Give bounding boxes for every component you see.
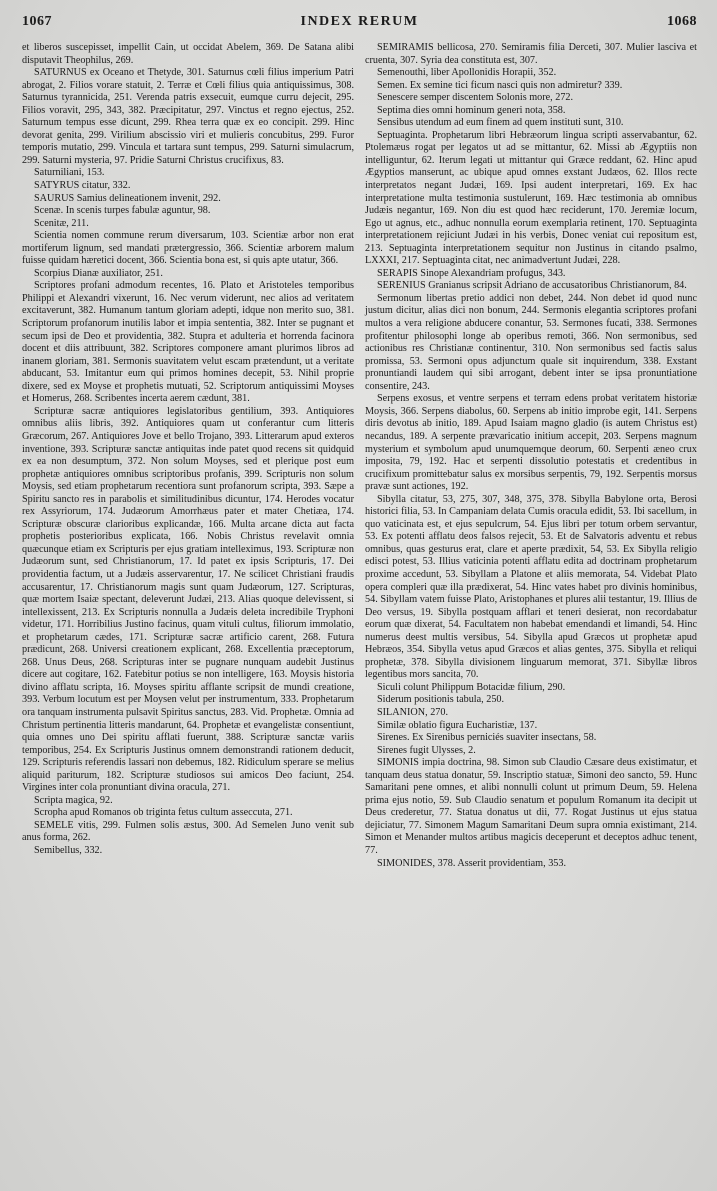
index-entry: Sermonum libertas pretio addici non debet, 244. Non debet id quod nunc justum dicitur, alias dici non bonum, 244. Sermonis elegantia scriptores profani multos a vera religione abducere conantur, 53. Sermones fucati, 338. Sermones profitentur philosophi longe ab operibus remoti, 366. Non sermonibus, sed actionibus res Christianæ continentur, 310. Non sermonibus sed factis salus promissa, 53. Sermoni opus adjunctum quale sit inquirendum, 338. Exstant pronuntiandi laudem qui sibi arrogant, debent inter se ipsa pronuntiatione consentire, 243. [365, 292, 697, 392]
index-entry: et liberos suscepisset, impellit Cain, ut occidat Abelem, 369. De Satana alibi disputavit Theophilus, 269. [22, 42, 354, 66]
index-entry: Scientia nomen commune rerum diversarum, 103. Scientiæ arbor non erat mortiferum lignum, sed mandati prætergressio, 366. Scientiæ arborem malum fuisse quidam hæretici docent, 366. Scientia bona est, si quis apte utatur, 366. [22, 230, 354, 267]
index-entry: SILANION, 270. [377, 706, 449, 718]
index-entry: Similæ oblatio figura Eucharistiæ, 137. [377, 719, 538, 731]
index-entry: Saturniliani, 153. [34, 167, 105, 179]
index-entry: Scenæ. In scenis turpes fabulæ aguntur, 98. [34, 205, 211, 217]
two-column-body [22, 42, 697, 870]
index-entry: Scenitæ, 211. [34, 217, 89, 229]
index-entry: SERENIUS Granianus scripsit Adriano de accusatoribus Christianorum, 84. [377, 280, 687, 292]
index-entry: Siculi colunt Philippum Botacidæ filium, 290. [377, 681, 566, 693]
index-entry: Sensibus utendum ad eum finem ad quem instituti sunt, 310. [377, 117, 624, 129]
left-column [22, 42, 354, 870]
index-entry: Sirenes fugit Ulysses, 2. [377, 744, 476, 756]
index-entry: Sibylla citatur, 53, 275, 307, 348, 375, 378. Sibylla Babylone orta, Berosi historici filia, 53. In Campaniam delata Cumis oracula edidit, 53. Ibi sacellum, in quo vaticinata est, et ejus sepulcrum, 54. Ejus libri per totum orbem servantur, 53. Ex potenti afflatu deos falsos rejecit, 53. Et de Salvatoris adventu et rebus omnibus, quas gesturus erat, clare et aperte prædixit, 54, 53. Ex Sibylla religio edisci potest, 53. Illius vaticinia potenti afflatu edita ad doctrinam prophetarum proxime accedunt, 53. Sibyllam a Platone et aliis memorata, 54. Videbat Plato opera compleri quæ illa prædixerat, 54. Hinc vates habet pro divinis hominibus, 54. Sibyllam vatem fuisse Plato, Aristophanes et plures alii testantur, 19. Illius de Deo versus, 19. Sibylla postquam afflari et teneri desierat, non recordabatur eorum quæ dixerat, 54. Facultatem non habebat emendandi et limandi, 54. Hinc numerus deest multis versibus, 54. Sibylla apud Græcos ut prophetæ apud Hebræos, 354. Sibylla vetus apud Græcos et alias gentes, 375. Sibylla et reliqui prophetæ, 378. Sibylla divisionem linguarum memorat, 371. Sibyllæ libros legentibus mors sancita, 70. [365, 493, 697, 681]
index-entry: Scripta magica, 92. [34, 794, 113, 806]
right-page-number: 1068 [667, 14, 697, 29]
page-title: INDEX RERUM [300, 14, 419, 29]
index-entry: SATYRUS citatur, 332. [34, 180, 131, 192]
running-header [22, 14, 697, 40]
index-entry: Serpens exosus, et ventre serpens et terram edens probat veritatem historiæ Moysis, 366. Serpens diabolus, 60. Serpens ab initio improbe egit, 141. Serpens diris devotus ab initio, 189. Apud Isaiam magno gladio (is autem Christus est) necandus, 189. A serpente prævaricatio initium accepit, 203. Serpens magnum mysterium et symbolum apud unumquemque deorum, 60. Serpenti æneo crux imposita, 79, 192. Hac et serpenti dissolutio potestatis et credentibus in crucifixum promittebatur salus ex morsibus serpentis, 79, 192. Serpentis morsus pravæ sunt actiones, 192. [365, 393, 697, 493]
index-entry: Septuaginta. Prophetarum libri Hebræorum lingua scripti asservabantur, 62. Ptolemæus rogat per legatos ut ad se mittantur, 62. Missi ab Ægyptiis non intelliguntur, 62. Iterum legati ut mittantur qui Græce reddant, 62. Hinc apud Ægyptios manserunt, ac ubique apud omnes exstant Judæos, 62. Illos recte interpretatos negant Judæi, 169. Ipsi audent interpretari, 169. Ex hac interpretatione multa testimonia sustulerunt, 169. Hæc testimonia ab omnibus Judæis negantur, 169. Non diu est quod hæc reciderunt, 170. Jeremiæ locum, Ego ut agnus, etc., adhuc nonnulla eorum exemplaria retinent, 170. Septuaginta interpretationem rejiciunt Judæi in his verbis, Donec veniat cui repositum est, 213. Septuaginta interpretationem sequitur non Justinus in citando psalmo, LXXXI, 217. Septuaginta citat, nec animadvertunt Judæi, 228. [365, 129, 697, 267]
index-entry: Senescere semper discentem Solonis more, 272. [377, 92, 574, 104]
index-entry: Sirenes. Ex Sirenibus perniciés suaviter insectans, 58. [377, 732, 597, 744]
index-entry: Semenouthi, liber Apollonidis Horapii, 352. [377, 67, 557, 79]
right-column [365, 42, 697, 870]
index-entry: Semibellus, 332. [34, 845, 103, 856]
index-entry: SIMONIDES, 378. Asserit providentiam, 353. [377, 857, 567, 869]
index-entry: SATURNUS ex Oceano et Thetyde, 301. Saturnus cœli filius imperium Patri abrogat, 2. Filios vorare statuit, 2. Terræ et Cœli filius quia antiquissimus, 308. Saturnus tyrannicida, 251. Verenda patris exsecuit, eumque curru dejecit, 295. Filios voravit, 295, 343, 382. Præcipitatur, 297. Vinctus et regno ejectus, 252. Saturnum tempus esse dicunt, 299. Rhea terra quæ ex eo concipit. 299. Hinc devorat genita, 299. Virilium abscissio viri et mulieris concubitus, 299. Furor temporis mutatio, 299. Vincula et tartara sunt tempus, 299. Saturni simulacrum, 299. Saturni mysteria, 97. Pridie Saturni Christus crucifixus, 83. [22, 67, 354, 166]
left-page-number: 1067 [22, 14, 52, 29]
index-entry: SEMELE vitis, 299. Fulmen solis æstus, 300. Ad Semelen Juno venit sub anus forma, 262. [22, 819, 354, 844]
index-entry: SAURUS Samius delineationem invenit, 292. [34, 192, 221, 204]
index-entry: SEMIRAMIS bellicosa, 270. Semiramis filia Derceti, 307. Mulier lasciva et cruenta, 307. Syria dea constituta est, 307. [365, 42, 697, 66]
index-entry: Scriptores profani admodum recentes, 16. Plato et Aristoteles temporibus Philippi et Alexandri vixerunt, 16. Nec verum viderunt, nec alios ad veritatem excitaverunt, 382. Humanum tantum gloriam adepti, idque non merito suo, 381. Scriptorum profanorum inutilis labor et impia sententia, 382. Inter se pugnant et secum ipsi de Deo et providentia, 382. Stupra et adulteria et horrenda facinora docent et diis attribuunt, 382. Scriptores componere amant plurimos libros ad inanem gloriam, 381. Sermonis suavitatem velut escam prætendunt, ut a veritate abducant, 53. Imitantur eum qui primos homines decepit, 53. Nihil proprie dixere, sed ex Moyse et prophetis mutuati, 52. Scriptorum antiquissimi Moyses et Homerus, 268. Scribentes incerta aerem cædunt, 381. [22, 280, 354, 405]
index-entry: Siderum positionis tabula, 250. [377, 694, 505, 706]
index-entry: Semen. Ex semine tici ficum nasci quis non admiretur? 339. [377, 79, 623, 91]
index-entry: SERAPIS Sinope Alexandriam profugus, 343. [377, 267, 566, 279]
index-entry: Scripturæ sacræ antiquiores legislatoribus gentilium, 393. Antiquiores omnibus aliis libris, 392. Antiquiores quam ut conferantur cum litteris Græcorum, 267. Antiquiores Jove et bello Trojano, 393. Litterarum apud exteros inventione, 393. Scripturæ sanctæ antiquitas inde patet quod recens sit quidquid ex ea non desumptum, 372. Non solum Moyses, sed et plerique post eum prophetæ antiquiores omnibus scriptoribus profanis, 399. Scripturis non solum Moysis, sed etiam prophetarum recentiora sunt profanorum scripta, 393. Sæpe a Spiritu sancto res in parabolis et similitudinibus dicuntur, 174. Herodes vocatur rex Assyriorum, 174. Judæorum Amorrhæus pater et mater Chetiæa, 174. Scripturæ obscuræ clarioribus explicandæ, 166. Multa arcane dicta aut facta prophetis posterioribus explicata, 166. Nobis Christus revelavit omnia quæcunque etiam ex Scripturis per ejus gratiam intelleximus, 193. Scripturæ non Judæorum sunt, sed Christianorum, 17. Id patet ex ipsis Scripturis, 17. Dei providentia factum, ut a Judæis asservarentur, 17. Ne scilicet Christiani fraudis accusarentur, 17. Christianorum magis sunt quam Judæorum, 127. Scripturas, quæ mortem Isaiæ spectant, deleverunt Judæi, 213. Alias quoque delevissent, si intellexissent, 213. Ex Scripturis nonnulla a Judæis deleta incredibile Tryphoni videtur, 171. Horribilius Justino facinus, quam vituli cultus, filiorum immolatio, et prophetarum cædes, 171. Scripturæ sacræ artificio carent, 268. Futura prædicunt, 268. Universi creationem explicant, 268. Excellentia præceptorum, 268. Unus Deus, 268. Scripturas inter se pugnare nunquam audebit Justinus dicere aut cogitare, 162. Fatebitur potius se non intelligere, 163. Moysis historia divino afflatu scripta, 16. Moyses spiritu afflante scripsit de mundi creatione, 393. Verbum locutum est per Moysen velut per instrumentum, 333. Prophetarum ora tanquam instrumenta pulsavit Spiritus sanctus, 283. Vid. Prophetæ. Omnia ad Christum pertinentia litteris mandarunt, 64. Prophetæ et evangelistæ consentiunt, quia omnes uno Dei spiritu afflati fuerunt, 388. Scripturæ sanctæ variis temporibus, 254. Ex Scripturis Justinus omnem demonstrandi rationem deducit, 129. Scripturis referendis lassari non debemus, 182. Ridiculum sperare se melius aliquid pariturum, 182. Scripturæ studiosos sui amicos Deo faciunt, 254. Virgines inter cola pronuntiant divina oracula, 271. [22, 405, 354, 794]
index-entry: SIMONIS impia doctrina, 98. Simon sub Claudio Cæsare deus existimatur, et tanquam deus statua donatur, 59. Inscriptio statuæ, Simoni deo sancto, 59. Hunc Samaritani pene omnes, et alibi nonnulli colunt ut primum Deum, 59. Helena prima ejus notio, 59. Sub Claudio senatum et populum Romanum ita decipit ut Deus crederetur, 77. Statua donatus ut dii, 77. Rogat Justinus ut ejus statua dejiciatur, 77. Simonem Magum Samaritani Deum supra omnia existimant, 214. Simon et Menander multos artibus magicis deceperunt et deceptos adhuc tenent, 77. [365, 757, 697, 856]
index-entry: Scorpius Dianæ auxiliator, 251. [34, 267, 163, 279]
index-entry: Septima dies omni hominum generi nota, 358. [377, 104, 566, 116]
index-entry: Scropha apud Romanos ob triginta fetus cultum asseccuta, 271. [34, 807, 293, 819]
